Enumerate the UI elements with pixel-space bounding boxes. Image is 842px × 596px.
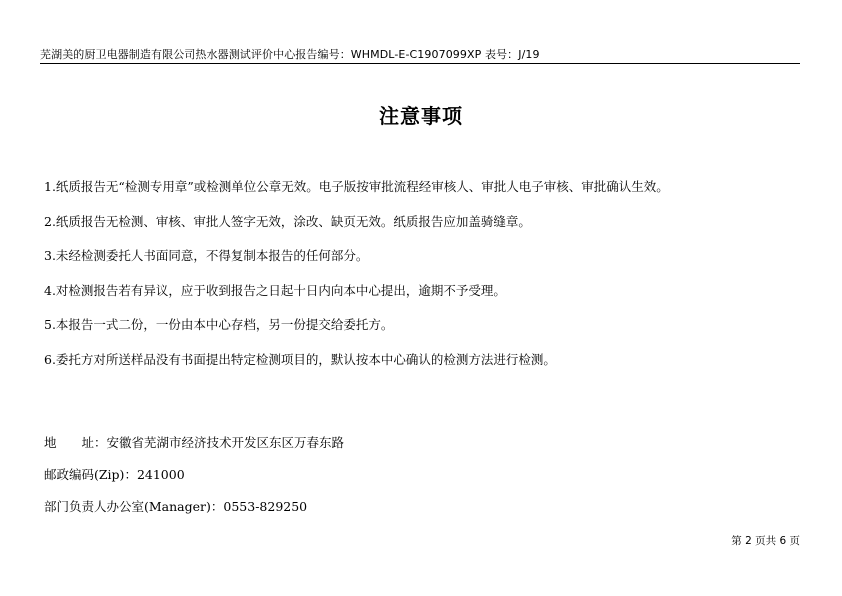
note-item: 5.本报告一式二份，一份由本中心存档，另一份提交给委托方。 xyxy=(44,317,394,332)
notes-list xyxy=(44,178,669,385)
page-title: 注意事项 xyxy=(379,104,463,128)
note-item: 1.纸质报告无“检测专用章”或检测单位公章无效。电子版按审批流程经审核人、审批人电子审核、审批确认生效。 xyxy=(44,179,669,194)
note-item: 4.对检测报告若有异议，应于收到报告之日起十日内向本中心提出，逾期不予受理。 xyxy=(44,282,506,298)
postal-code-line: 邮政编码(Zip)：241000 xyxy=(44,467,185,482)
report-header: 芜湖美的厨卫电器制造有限公司热水器测试评价中心报告编号：WHMDL-E-C1907099XP 表号：J/19 xyxy=(40,48,540,61)
note-item: 3.未经检测委托人书面同意，不得复制本报告的任何部分。 xyxy=(44,248,369,263)
header-divider xyxy=(40,63,800,64)
note-item: 6.委托方对所送样品没有书面提出特定检测项目的，默认按本中心确认的检测方法进行检测。 xyxy=(44,351,556,367)
note-item: 2.纸质报告无检测、审核、审批人签字无效，涂改、缺页无效。纸质报告应加盖骑缝章。 xyxy=(44,213,531,229)
contact-info xyxy=(44,434,344,530)
page-number: 第 2 页共 6 页 xyxy=(731,535,800,547)
office-phone-line: 部门负责人办公室(Manager)：0553-829250 xyxy=(44,499,308,514)
address-line: 地 址：安徽省芜湖市经济技术开发区东区万春东路 xyxy=(44,435,345,450)
